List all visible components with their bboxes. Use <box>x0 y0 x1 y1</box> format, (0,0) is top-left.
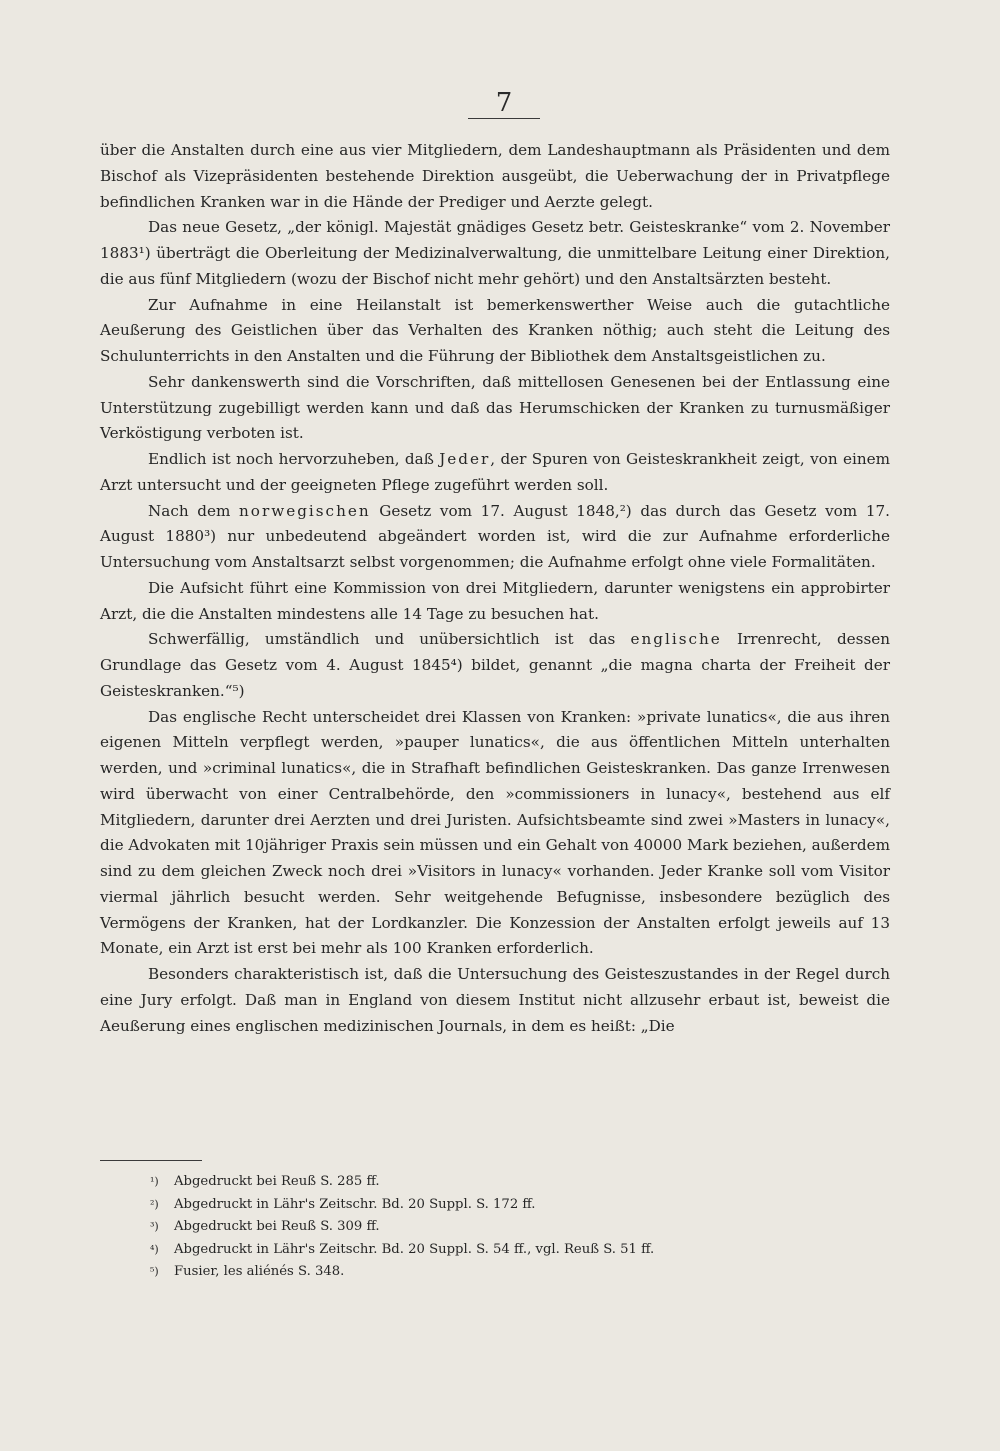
emphasized-word: englische <box>630 630 722 649</box>
page-header <box>468 90 540 119</box>
footnotes <box>150 1171 850 1284</box>
paragraph-text: Schwerfällig, umständlich und unübersichtlich ist das <box>148 630 631 649</box>
paragraph-text: Das neue Gesetz, „der königl. Majestät gnädiges Gesetz betr. Geisteskranke“ vom 2. November 1883¹) überträgt die Oberleitung der Medizinalverwaltung, die unmittelbare Leitung einer Direktion, die aus fünf Mitgliedern (wozu der Bischof nicht mehr gehört) und den Anstaltsärzten besteht. <box>100 218 890 288</box>
page-number-rule <box>468 118 540 119</box>
paragraph-text: Das englische Recht unterscheidet drei Klassen von Kranken: »private lunatics«, die aus ihren eigenen Mitteln verpflegt werden, »pauper lunatics«, die aus öffentlichen Mitteln unterhalten werden, und »criminal lunatics«, die in Strafhaft befindlichen Geisteskranken. Das ganze Irrenwesen wird überwacht von einer Centralbehörde, den »commissioners in lunacy«, bestehend aus elf Mitgliedern, darunter drei Aerzten und drei Juristen. Aufsichtsbeamte sind zwei »Masters in lunacy«, die Advokaten mit 10jähriger Praxis sein müssen und ein Gehalt von 40000 Mark beziehen, außerdem sind zu dem gleichen Zweck noch drei »Visitors in lunacy« vorhanden. Jeder Kranke soll vom Visitor viermal jährlich besucht werden. Sehr weitgehende Befugnisse, insbesondere bezüglich des Vermögens der Kranken, hat der Lordkanzler. Die Konzession der Anstalten erfolgt jeweils auf 13 Monate, ein Arzt ist erst bei mehr als 100 Kranken erforderlich. <box>100 707 890 958</box>
body-text <box>100 138 890 1039</box>
paragraph <box>100 293 890 370</box>
footnote-mark: ⁵) <box>150 1265 159 1279</box>
paragraph <box>100 576 890 628</box>
paragraph <box>100 962 890 1039</box>
footnote <box>150 1261 850 1284</box>
emphasized-word: Jeder <box>439 450 491 468</box>
page-number: 7 <box>495 88 513 118</box>
footnote-mark: ²) <box>150 1197 159 1211</box>
footnote-text: Abgedruckt bei Reuß S. 309 ff. <box>174 1219 380 1235</box>
footnote-mark: ³) <box>150 1220 159 1234</box>
paragraph-text: Nach dem <box>148 501 240 520</box>
paragraph-text: Endlich ist noch hervorzuheben, daß <box>148 450 440 468</box>
footnote-mark: ⁴) <box>150 1242 159 1256</box>
footnote-separator <box>100 1160 202 1161</box>
paragraph <box>100 138 890 215</box>
footnote <box>150 1194 850 1217</box>
footnote <box>150 1171 850 1194</box>
paragraph-text: über die Anstalten durch eine aus vier Mitgliedern, dem Landeshauptmann als Präsidenten und dem Bischof als Vizepräsidenten bestehende Direktion ausgeübt, die Ueberwachung der in Privatpflege befindlichen Kranken war in die Hände der Prediger und Aerzte gelegt. <box>100 141 890 211</box>
footnote-text: Abgedruckt bei Reuß S. 285 ff. <box>174 1174 380 1189</box>
footnote-text: Abgedruckt in Lähr's Zeitschr. Bd. 20 Suppl. S. 54 ff., vgl. Reuß S. 51 ff. <box>174 1241 655 1257</box>
footnote-text: Fusier, les aliénés S. 348. <box>174 1264 345 1280</box>
footnote <box>150 1216 850 1239</box>
footnote <box>150 1239 850 1262</box>
footnote-mark: ¹) <box>150 1175 159 1188</box>
paragraph <box>100 370 890 447</box>
paragraph <box>100 447 890 499</box>
paragraph-text: , der Spuren von Geisteskrankheit zeigt, von einem Arzt untersucht und der geeigneten Pflege zugeführt werden soll. <box>100 450 890 494</box>
footnote-text: Abgedruckt in Lähr's Zeitschr. Bd. 20 Suppl. S. 172 ff. <box>174 1196 536 1212</box>
paragraph <box>100 705 890 963</box>
paragraph <box>100 215 890 292</box>
paragraph <box>100 499 890 576</box>
emphasized-word: norwegischen <box>239 501 371 520</box>
paragraph-text: Gesetz vom 17. August 1848,²) das durch das Gesetz vom 17. August 1880³) nur unbedeutend abgeändert worden ist, wird die zur Aufnahme erforderliche Untersuchung vom Anstaltsarzt selbst vorgenommen; die Aufnahme erfolgt ohne viele Formalitäten. <box>100 501 890 571</box>
paragraph-text: Die Aufsicht führt eine Kommission von drei Mitgliedern, darunter wenigstens ein approbirter Arzt, die die Anstalten mindestens alle 14 Tage zu besuchen hat. <box>100 578 890 623</box>
paragraph-text: Zur Aufnahme in eine Heilanstalt ist bemerkenswerther Weise auch die gutachtliche Aeußerung des Geistlichen über das Verhalten des Kranken nöthig; auch steht die Leitung des Schulunterrichts in den Anstalten und die Führung der Bibliothek dem Anstaltsgeistlichen zu. <box>100 295 890 365</box>
paragraph <box>100 627 890 704</box>
paragraph-text: Irrenrecht, dessen Grundlage das Gesetz vom 4. August 1845⁴) bildet, genannt „die magna charta der Freiheit der Geisteskranken.“⁵) <box>100 630 891 700</box>
paragraph-text: Besonders charakteristisch ist, daß die Untersuchung des Geisteszustandes in der Regel durch eine Jury erfolgt. Daß man in England von diesem Institut nicht allzusehr erbaut ist, beweist die Aeußerung eines englischen medizinischen Journals, in dem es heißt: „Die <box>100 965 890 1035</box>
paragraph-text: Sehr dankenswerth sind die Vorschriften, daß mittellosen Genesenen bei der Entlassung eine Unterstützung zugebilligt werden kann und daß das Herumschicken der Kranken zu turnusmäßiger Verköstigung verboten ist. <box>100 372 890 443</box>
